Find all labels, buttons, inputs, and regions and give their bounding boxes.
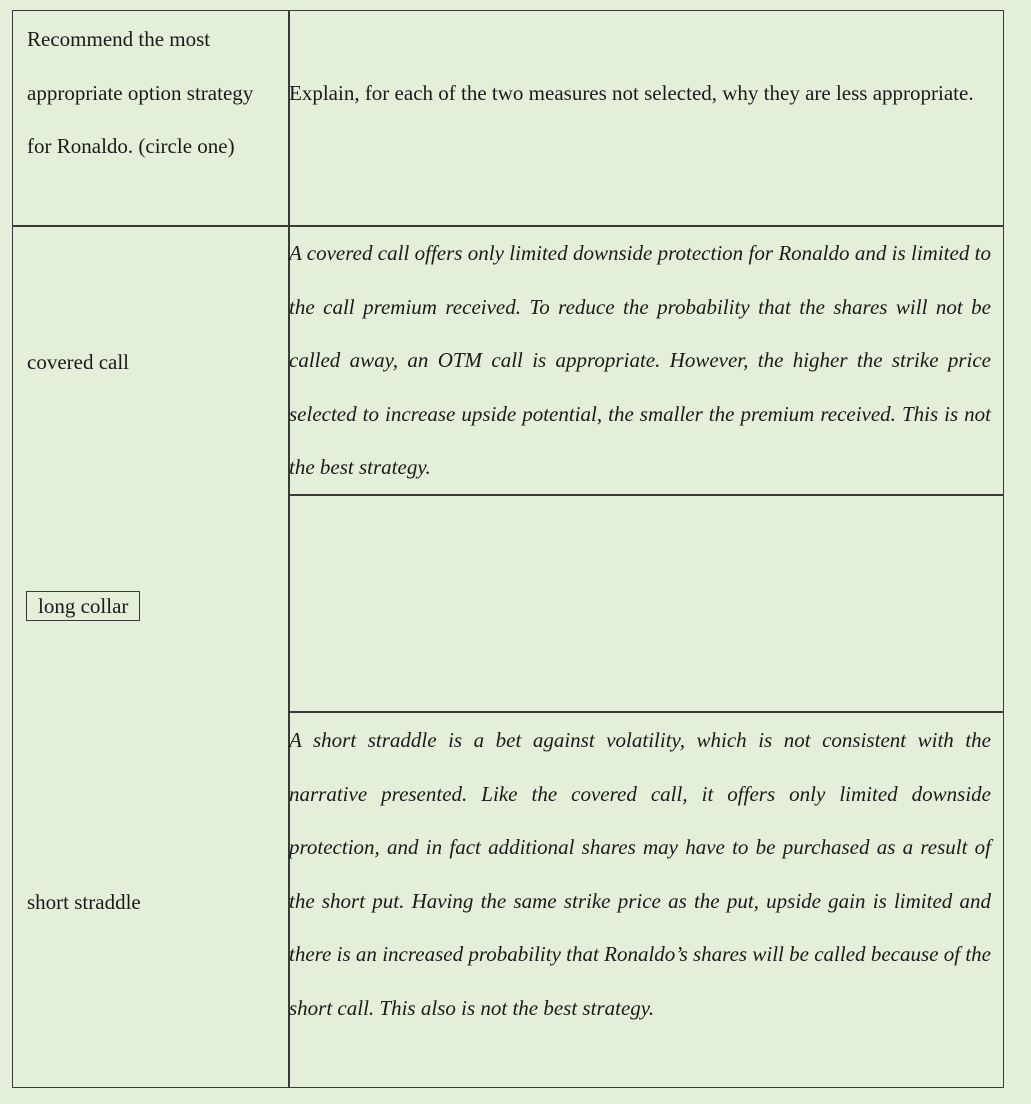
row-divider-long-collar (288, 711, 1003, 713)
explanation-short-straddle: A short straddle is a bet against volatility, which is not consistent with the narrative presented. Like the covered call, it offers only limited downside protection, and in fact additional shares may have to be purchased as a result of the short put. Having the same strike price as the put, upside gain is limited and there is an increased probability that Ronaldo’s shares will be called because of the short call. This also is not the best strategy. (289, 728, 991, 1020)
option-short-straddle[interactable]: short straddle (27, 890, 141, 914)
header-recommend-instruction: Recommend the most appropriate option strategy for Ronaldo. (circle one) (27, 27, 254, 159)
option-long-collar-circled[interactable]: long collar (26, 591, 140, 621)
explanation-covered-call: A covered call offers only limited downside protection for Ronaldo and is limited to the call premium received. To reduce the probability that the shares will not be called away, an OTM call is appropriate. However, the higher the strike price selected to increase upside potential, the smaller the premium received. This is not the best strategy. (289, 241, 991, 480)
option-covered-call[interactable]: covered call (27, 350, 130, 374)
header-explain-instruction: Explain, for each of the two measures not selected, why they are less appropriate. (289, 81, 974, 105)
answer-table (12, 10, 1004, 1088)
